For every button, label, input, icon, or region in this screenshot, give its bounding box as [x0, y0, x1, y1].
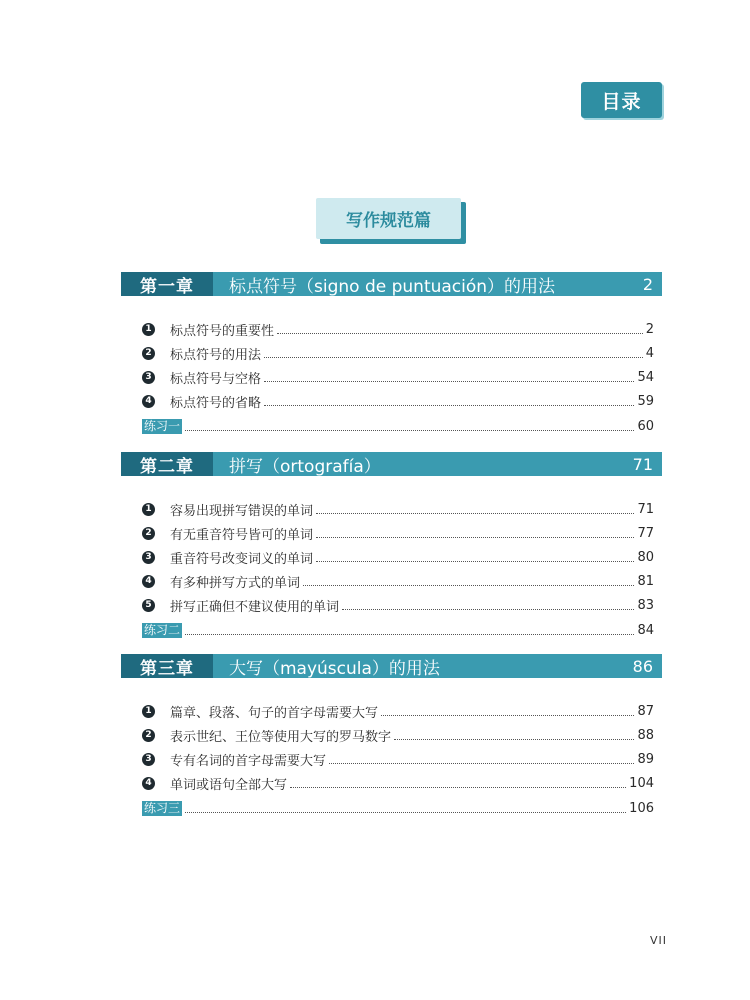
dot-leader [394, 739, 634, 740]
toc-entry[interactable] [121, 497, 662, 521]
entry-title: 专有名词的首字母需要大写 [170, 753, 327, 769]
exercise-entry[interactable] [121, 414, 662, 438]
exercise-label: 练习一 [144, 418, 181, 433]
entry-title: 标点符号的省略 [170, 395, 262, 411]
entry-page: 89 [637, 751, 654, 767]
chapter-1-items [121, 317, 662, 438]
page-number: VII [650, 934, 668, 947]
dot-leader [277, 333, 643, 334]
toc-entry[interactable] [121, 747, 662, 771]
toc-entry[interactable] [121, 593, 662, 617]
number-badge: 1 [142, 323, 155, 336]
entry-page: 81 [637, 573, 654, 589]
entry-page: 77 [637, 525, 654, 541]
number-badge: 2 [142, 347, 155, 360]
exercise-entry[interactable] [121, 618, 662, 642]
exercise-label: 练习三 [144, 800, 181, 815]
number-badge: 2 [142, 729, 155, 742]
chapter-2 [121, 452, 662, 642]
entry-title: 表示世纪、王位等使用大写的罗马数字 [170, 729, 392, 745]
entry-title: 重音符号改变词义的单词 [170, 551, 314, 567]
chapter-3 [121, 654, 662, 820]
chapter-3-items [121, 699, 662, 820]
entry-title: 标点符号的重要性 [170, 323, 275, 339]
entry-page: 59 [637, 393, 654, 409]
toc-entry[interactable] [121, 365, 662, 389]
chapter-3-page: 86 [632, 656, 653, 676]
toc-entry[interactable] [121, 521, 662, 545]
number-badge: 4 [142, 575, 155, 588]
dot-leader [316, 561, 634, 562]
dot-leader [185, 812, 626, 813]
entry-page: 4 [645, 345, 654, 361]
entry-page: 2 [645, 321, 654, 337]
number-badge: 5 [142, 599, 155, 612]
chapter-2-number: 第二章 [121, 452, 213, 476]
section-heading [316, 198, 466, 244]
toc-entry[interactable] [121, 723, 662, 747]
chapter-2-page: 71 [632, 454, 653, 474]
entry-title: 有多种拼写方式的单词 [170, 575, 301, 591]
toc-entry[interactable] [121, 389, 662, 413]
chapter-1 [121, 272, 662, 438]
dot-leader [264, 357, 643, 358]
dot-leader [316, 537, 634, 538]
number-badge: 3 [142, 753, 155, 766]
chapter-1-bar[interactable] [121, 272, 662, 296]
dot-leader [329, 763, 634, 764]
number-badge: 1 [142, 705, 155, 718]
dot-leader [290, 787, 626, 788]
number-badge: 4 [142, 777, 155, 790]
dot-leader [381, 715, 634, 716]
dot-leader [264, 381, 634, 382]
contents-header: 目录 [581, 82, 662, 118]
chapter-2-items [121, 497, 662, 642]
toc-entry[interactable] [121, 317, 662, 341]
entry-title: 有无重音符号皆可的单词 [170, 527, 314, 543]
toc-entry[interactable] [121, 341, 662, 365]
chapter-3-title: 大写（mayúscula）的用法 [229, 658, 440, 679]
number-badge: 3 [142, 551, 155, 564]
exercise-page: 60 [637, 418, 654, 434]
entry-page: 104 [629, 775, 654, 791]
chapter-1-page: 2 [642, 274, 653, 294]
entry-title: 拼写正确但不建议使用的单词 [170, 599, 340, 615]
toc-entry[interactable] [121, 771, 662, 795]
dot-leader [264, 405, 634, 406]
section-title: 写作规范篇 [316, 198, 461, 239]
exercise-label: 练习二 [144, 622, 181, 637]
exercise-entry[interactable] [121, 796, 662, 820]
entry-page: 54 [637, 369, 654, 385]
toc-entry[interactable] [121, 699, 662, 723]
toc-entry[interactable] [121, 545, 662, 569]
entry-title: 篇章、段落、句子的首字母需要大写 [170, 705, 379, 721]
entry-page: 71 [637, 501, 654, 517]
chapter-2-title: 拼写（ortografía） [229, 456, 381, 477]
number-badge: 2 [142, 527, 155, 540]
chapter-3-number: 第三章 [121, 654, 213, 678]
toc-entry[interactable] [121, 569, 662, 593]
dot-leader [316, 513, 634, 514]
entry-title: 标点符号与空格 [170, 371, 262, 387]
number-badge: 1 [142, 503, 155, 516]
dot-leader [342, 609, 634, 610]
entry-page: 88 [637, 727, 654, 743]
chapter-1-title: 标点符号（signo de puntuación）的用法 [229, 276, 556, 297]
entry-page: 83 [637, 597, 654, 613]
exercise-page: 84 [637, 622, 654, 638]
dot-leader [185, 634, 634, 635]
chapter-2-bar[interactable] [121, 452, 662, 476]
entry-title: 容易出现拼写错误的单词 [170, 503, 314, 519]
exercise-page: 106 [629, 800, 654, 816]
entry-title: 单词或语句全部大写 [170, 777, 288, 793]
dot-leader [185, 430, 634, 431]
entry-page: 87 [637, 703, 654, 719]
entry-title: 标点符号的用法 [170, 347, 262, 363]
number-badge: 3 [142, 371, 155, 384]
chapter-1-number: 第一章 [121, 272, 213, 296]
entry-page: 80 [637, 549, 654, 565]
chapter-3-bar[interactable] [121, 654, 662, 678]
number-badge: 4 [142, 395, 155, 408]
dot-leader [303, 585, 634, 586]
